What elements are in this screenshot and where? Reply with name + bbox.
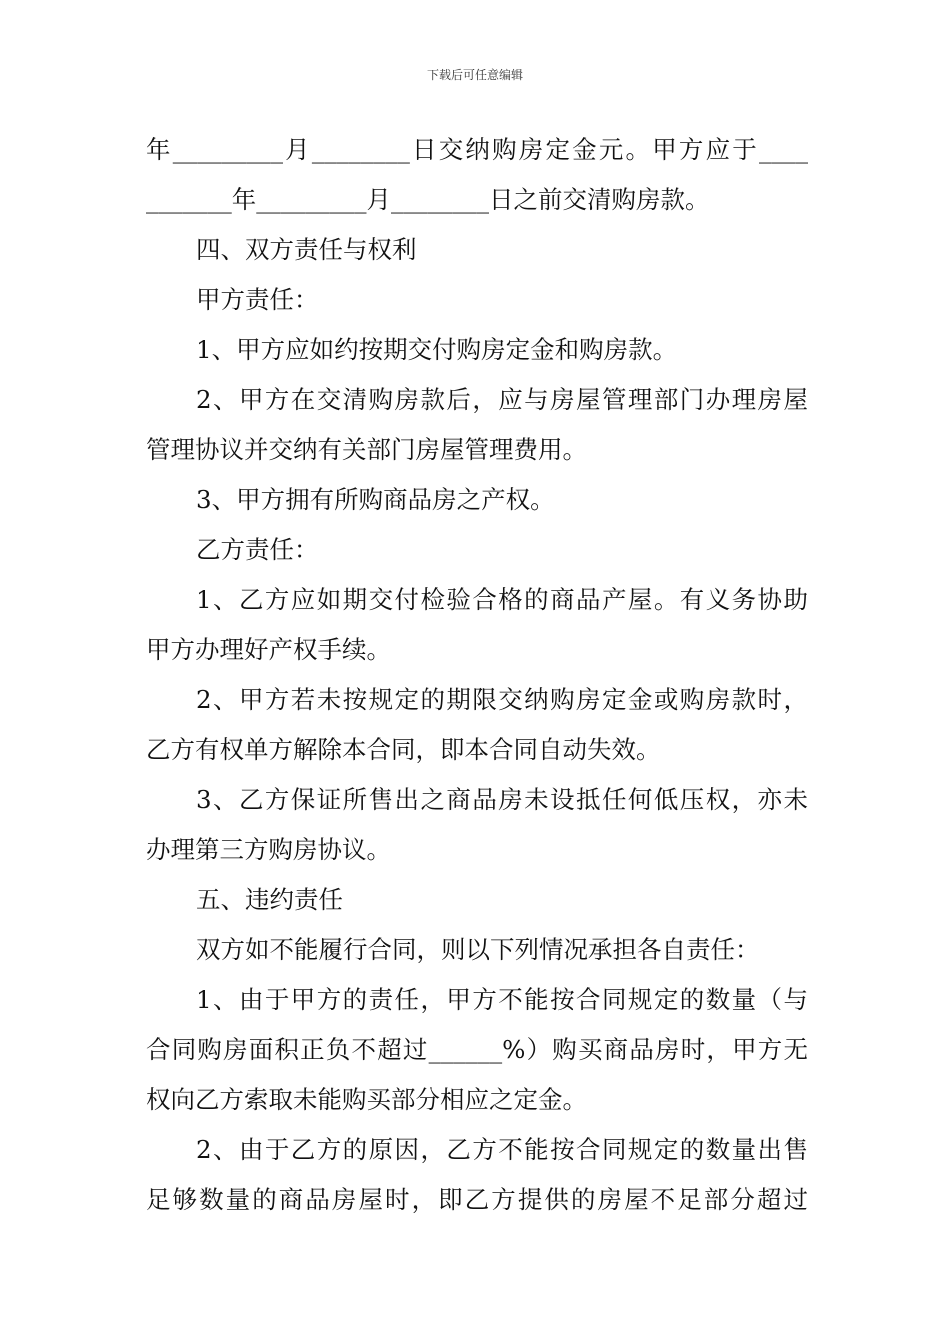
text-line: 管理协议并交纳有关部门房屋管理费用。 <box>146 435 587 464</box>
subsection-heading: 甲方责任： <box>196 285 319 314</box>
text-line: 双方如不能履行合同，则以下列情况承担各自责任： <box>196 935 760 964</box>
text-line: _______年_________月________日之前交清购房款。 <box>146 185 710 214</box>
document-body <box>146 125 808 1225</box>
text-line: 2、甲方在交清购房款后，应与房屋管理部门办理房屋 <box>196 385 808 414</box>
section-heading: 四、双方责任与权利 <box>196 235 417 264</box>
text-line: 3、甲方拥有所购商品房之产权。 <box>196 485 555 514</box>
subsection-heading: 乙方责任： <box>196 535 319 564</box>
text-line: 2、甲方若未按规定的期限交纳购房定金或购房款时， <box>196 685 808 714</box>
text-line: 年_________月________日交纳购房定金元。甲方应于____ <box>146 135 808 164</box>
text-line: 2、由于乙方的原因，乙方不能按合同规定的数量出售 <box>196 1135 808 1164</box>
page-header: 下载后可任意编辑 <box>426 68 523 82</box>
text-line: 甲方办理好产权手续。 <box>146 635 391 664</box>
text-line: 合同购房面积正负不超过______%）购买商品房时，甲方无 <box>146 1035 808 1064</box>
text-line: 1、乙方应如期交付检验合格的商品产屋。有义务协助 <box>196 585 808 614</box>
text-line: 1、由于甲方的责任，甲方不能按合同规定的数量（与 <box>196 985 808 1014</box>
text-line: 3、乙方保证所售出之商品房未设抵任何低压权，亦未 <box>196 785 808 814</box>
section-heading: 五、违约责任 <box>196 885 343 914</box>
text-line: 权向乙方索取未能购买部分相应之定金。 <box>146 1085 587 1114</box>
text-line: 办理第三方购房协议。 <box>146 835 391 864</box>
text-line: 足够数量的商品房屋时，即乙方提供的房屋不足部分超过 <box>146 1185 808 1214</box>
text-line: 乙方有权单方解除本合同，即本合同自动失效。 <box>146 735 661 764</box>
text-line: 1、甲方应如约按期交付购房定金和购房款。 <box>196 335 678 364</box>
